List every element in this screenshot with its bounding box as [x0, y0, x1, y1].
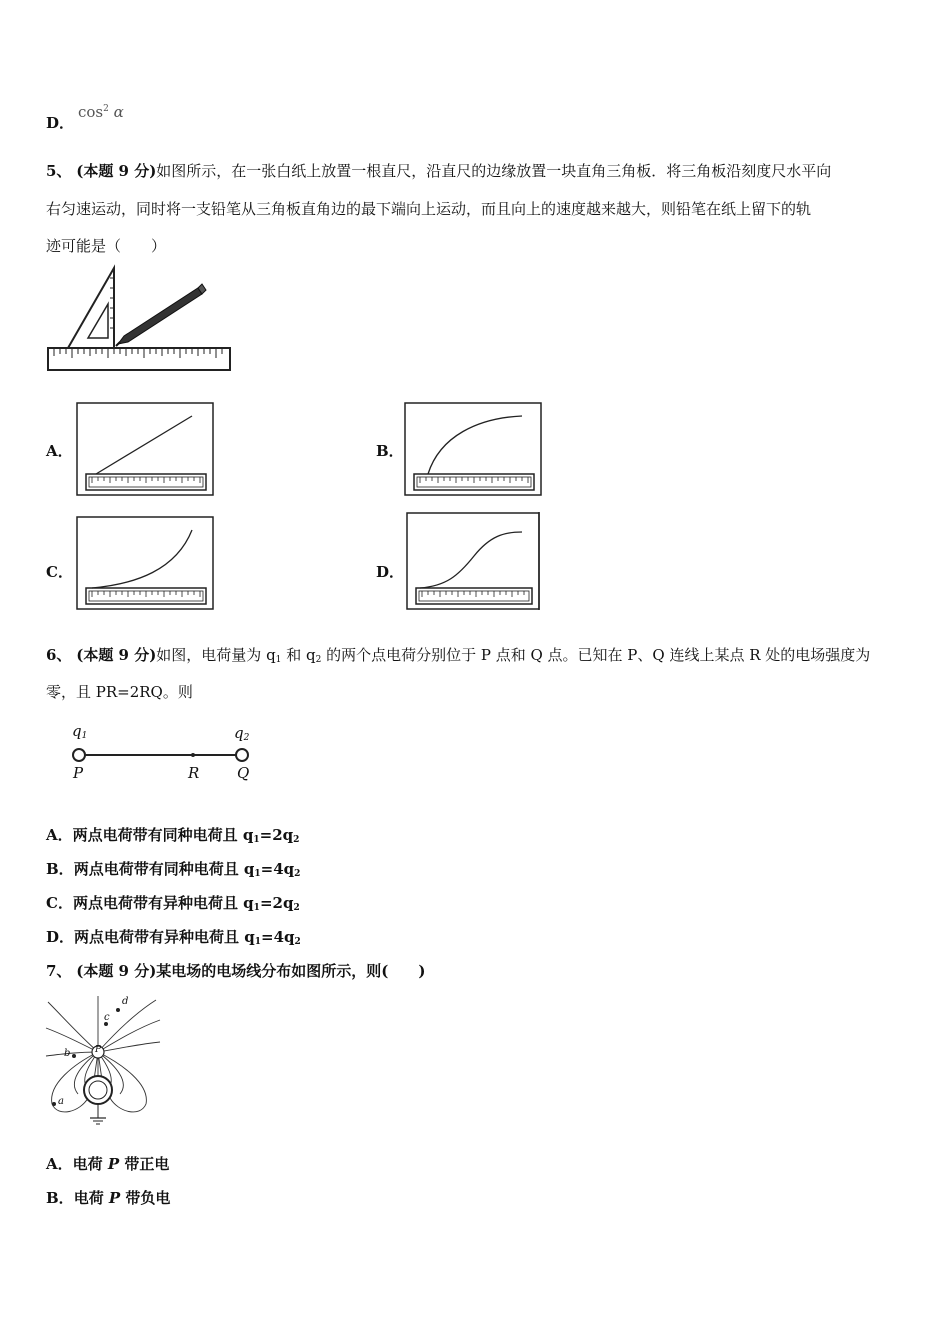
option-label: B．	[46, 1189, 74, 1207]
option-tail: =4q	[260, 860, 295, 878]
sub-2: 2	[294, 869, 301, 879]
option-label: B．	[46, 860, 74, 878]
q5-option-a-graph	[76, 402, 214, 496]
charge-p-circle	[73, 749, 85, 761]
q6-option-d	[46, 926, 301, 953]
option-var: P	[107, 1155, 120, 1173]
point-a	[52, 1102, 56, 1106]
q6-line1	[46, 644, 870, 671]
question-score: (本题 9 分)	[76, 646, 157, 664]
q7-figure	[44, 994, 164, 1128]
q7-option-a	[46, 1153, 169, 1175]
q6-text-c: 的两个点电荷分别位于 P 点和 Q 点。已知在 P、Q 连线上某点 R 处的电场强度为	[326, 646, 871, 664]
option-text: 两点电荷带有同种电荷且 q	[73, 860, 255, 878]
q6-option-a	[46, 824, 299, 851]
sub-1: 1	[253, 835, 260, 845]
option-text: 两点电荷带有同种电荷且 q	[72, 826, 254, 844]
q6-figure	[66, 722, 266, 792]
formula-exponent: 2	[103, 104, 109, 114]
question-score: (本题 9 分)	[76, 962, 157, 980]
question-number: 7、	[46, 962, 72, 980]
formula-cos: cos	[78, 103, 104, 121]
q7-option-b	[46, 1187, 170, 1209]
sub-1: 1	[253, 903, 260, 913]
point-r-dot	[191, 753, 195, 757]
q6-option-c	[46, 892, 300, 919]
q1-sub: 1	[81, 731, 88, 741]
p-label: P	[73, 764, 84, 782]
q7-stem	[46, 960, 426, 982]
label-c: c	[104, 1012, 110, 1023]
question-number: 6、	[46, 646, 72, 664]
question-number: 5、	[46, 162, 72, 180]
sub-1: 1	[254, 869, 261, 879]
label-p: P	[95, 1045, 102, 1055]
sub-2: 2	[293, 903, 300, 913]
q5-option-b-label: B．	[376, 442, 404, 460]
q7-text: 某电场的电场线分布如图所示，则( )	[156, 962, 426, 980]
option-label: A．	[46, 826, 73, 844]
option-text: 两点电荷带有异种电荷且 q	[72, 894, 254, 912]
q6-text-b: 和 q	[286, 646, 316, 664]
q5-line3: 迹可能是（ ）	[46, 237, 167, 255]
q5-option-d-label: D．	[376, 563, 405, 581]
q5-line1	[46, 160, 831, 182]
option-pre: 电荷	[72, 1155, 108, 1173]
charge-q-circle	[236, 749, 248, 761]
option-var: P	[108, 1189, 121, 1207]
sub-2: 2	[294, 937, 301, 947]
point-d	[116, 1008, 120, 1012]
formula-alpha: α	[113, 103, 124, 121]
q5-option-d-graph	[406, 512, 542, 610]
option-text: 两点电荷带有异种电荷且 q	[74, 928, 255, 946]
option-label: A．	[46, 1155, 73, 1173]
q5-option-a-label: A．	[46, 442, 73, 460]
q2-label: q	[234, 724, 244, 742]
point-b	[72, 1054, 76, 1058]
question-score: (本题 9 分)	[76, 162, 157, 180]
q4-option-d	[46, 112, 74, 134]
option-post: 带负电	[120, 1189, 171, 1207]
option-post: 带正电	[119, 1155, 170, 1173]
q5-option-b-graph	[404, 402, 542, 496]
q6-line2: 零，且 PR=2RQ。则	[46, 683, 193, 701]
r-label: R	[188, 764, 200, 782]
option-tail: =4q	[261, 928, 295, 946]
q6-option-b	[46, 858, 300, 885]
option-label: D．	[46, 928, 75, 946]
sub-1: 1	[254, 937, 261, 947]
option-label: C．	[46, 894, 73, 912]
q5-line2: 右匀速运动，同时将一支铅笔从三角板直角边的最下端向上运动，而且向上的速度越来越大，则铅笔在纸上留下的轨	[46, 200, 812, 218]
q5-text-1: 如图所示，在一张白纸上放置一根直尺，沿直尺的边缘放置一块直角三角板．将三角板沿刻度尺水平向	[156, 162, 832, 180]
conductor-sphere	[84, 1076, 112, 1104]
option-tail: =2q	[259, 894, 294, 912]
q4-option-d-formula	[78, 103, 124, 121]
sub-2: 2	[293, 835, 300, 845]
q5-option-c-label: C．	[46, 563, 73, 581]
option-tail: =2q	[259, 826, 294, 844]
option-pre: 电荷	[73, 1189, 109, 1207]
q1-label: q	[72, 722, 82, 740]
label-d: d	[122, 996, 129, 1007]
q5-figure	[46, 264, 232, 374]
q6-sub-1: 1	[275, 655, 282, 665]
label-a: a	[58, 1096, 64, 1107]
q6-sub-2: 2	[315, 655, 322, 665]
q6-text-a: 如图，电荷量为 q	[156, 646, 276, 664]
q5-option-c-graph	[76, 516, 214, 610]
option-label: D．	[46, 114, 75, 132]
q-label: Q	[237, 764, 250, 782]
q2-sub: 2	[243, 733, 250, 743]
label-b: b	[64, 1048, 71, 1059]
